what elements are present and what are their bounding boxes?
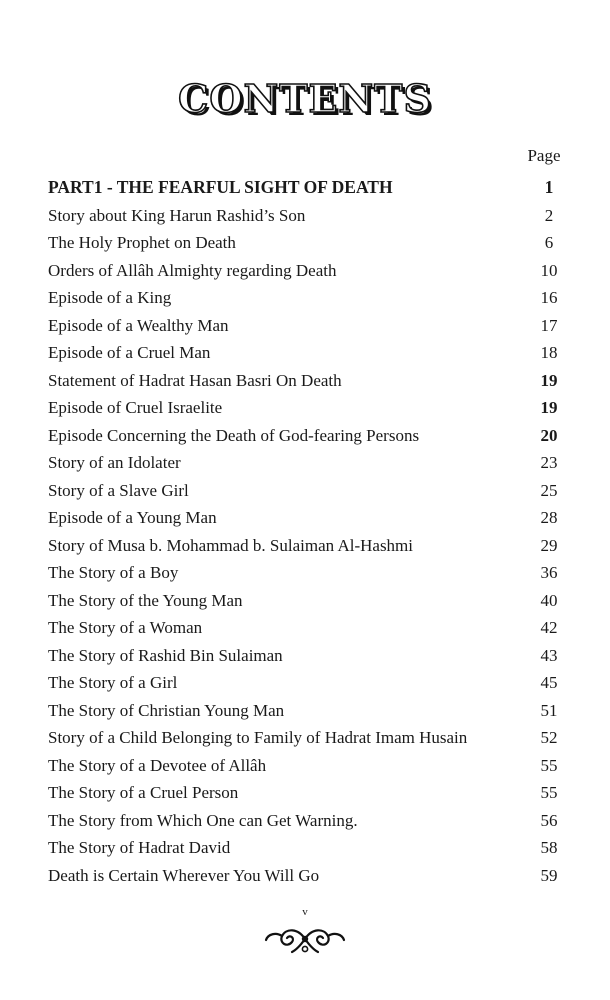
toc-entry[interactable]: [48, 367, 568, 395]
toc-entry[interactable]: [48, 669, 568, 697]
toc-entry-page: 25: [540, 480, 558, 500]
toc-entry-page: 55: [540, 755, 558, 775]
toc-entry[interactable]: [48, 339, 568, 367]
toc-entry-label: The Story of Hadrat David: [48, 838, 231, 857]
toc-entry[interactable]: [48, 614, 568, 642]
toc-entry-page: 1: [544, 177, 554, 197]
toc-entry-label: PART1 - THE FEARFUL SIGHT OF DEATH: [48, 177, 393, 197]
toc-entry-label: Episode of a Cruel Man: [48, 343, 211, 362]
toc-entry-page: 58: [540, 838, 558, 857]
toc-entry-page: 2: [544, 205, 554, 225]
toc-entry[interactable]: [48, 752, 568, 780]
toc-entry-label: Episode of a King: [48, 288, 172, 307]
toc-entry[interactable]: [48, 174, 568, 202]
toc-entry-page: 52: [540, 728, 558, 747]
toc-entry-page: 45: [540, 673, 558, 692]
toc-entry-label: Story of a Slave Girl: [48, 480, 189, 500]
toc-entry-label: Episode of a Wealthy Man: [48, 315, 229, 335]
title-block: [0, 76, 610, 121]
toc-entry-label: Death is Certain Wherever You Will Go: [48, 865, 320, 885]
toc-entry-page: 28: [540, 508, 558, 527]
page-title: CONTENTS: [178, 76, 432, 121]
toc-entry-page: 56: [540, 810, 558, 830]
toc-entry[interactable]: [48, 642, 568, 670]
toc-entry-page: 51: [540, 700, 558, 720]
toc-entry-page: 19: [540, 370, 558, 390]
toc-entry-page: 10: [540, 260, 558, 280]
toc-entry[interactable]: [48, 422, 568, 450]
toc-entry-page: 59: [540, 865, 558, 885]
toc-entry-label: The Story of a Boy: [48, 563, 179, 582]
toc-entry-label: The Story of Christian Young Man: [48, 700, 285, 720]
toc-entry-page: 36: [540, 563, 558, 582]
toc-entry-label: The Story of Rashid Bin Sulaiman: [48, 645, 283, 665]
toc-entry-label: The Holy Prophet on Death: [48, 233, 236, 252]
toc-entry[interactable]: [48, 229, 568, 257]
toc-entry[interactable]: [48, 807, 568, 835]
contents-list: [48, 174, 568, 889]
toc-entry-label: Story of Musa b. Mohammad b. Sulaiman Al-Hashmi: [48, 535, 414, 555]
toc-entry-page: 17: [540, 315, 558, 335]
toc-entry-label: Statement of Hadrat Hasan Basri On Death: [48, 370, 342, 390]
toc-entry-page: 23: [540, 453, 558, 472]
toc-entry[interactable]: [48, 202, 568, 230]
toc-entry[interactable]: [48, 559, 568, 587]
floral-ornament-icon: [262, 922, 348, 956]
toc-entry-label: Story about King Harun Rashid’s Son: [48, 205, 306, 225]
toc-entry-label: The Story of a Cruel Person: [48, 783, 239, 802]
toc-entry[interactable]: [48, 477, 568, 505]
toc-entry-page: 55: [540, 783, 558, 802]
toc-entry[interactable]: [48, 504, 568, 532]
toc-entry-page: 19: [540, 398, 558, 417]
toc-entry-label: The Story of a Girl: [48, 673, 178, 692]
toc-entry-label: Episode of Cruel Israelite: [48, 398, 223, 417]
toc-entry-page: 6: [544, 233, 554, 252]
toc-entry-page: 43: [540, 645, 558, 665]
toc-entry-page: 20: [540, 425, 558, 445]
toc-entry-page: 16: [540, 288, 558, 307]
toc-entry-label: The Story of a Devotee of Allâh: [48, 755, 267, 775]
toc-entry-label: Story of a Child Belonging to Family of Hadrat Imam Husain: [48, 728, 468, 747]
page-folio: v: [302, 906, 308, 918]
toc-entry[interactable]: [48, 587, 568, 615]
toc-entry[interactable]: [48, 257, 568, 285]
toc-entry-label: The Story of the Young Man: [48, 590, 243, 610]
toc-entry-page: 29: [540, 535, 558, 555]
toc-entry[interactable]: [48, 312, 568, 340]
toc-entry-label: The Story from Which One can Get Warning.: [48, 810, 358, 830]
toc-entry[interactable]: [48, 449, 568, 477]
toc-entry[interactable]: [48, 394, 568, 422]
toc-entry-page: 18: [540, 343, 558, 362]
toc-entry-page: 42: [540, 618, 558, 637]
toc-entry[interactable]: [48, 724, 568, 752]
toc-entry-label: Orders of Allâh Almighty regarding Death: [48, 260, 337, 280]
toc-entry-label: The Story of a Woman: [48, 618, 203, 637]
toc-entry[interactable]: [48, 532, 568, 560]
toc-entry-page: 40: [540, 590, 558, 610]
toc-entry[interactable]: [48, 697, 568, 725]
toc-entry-label: Episode Concerning the Death of God-fearing Persons: [48, 425, 420, 445]
toc-entry-label: Episode of a Young Man: [48, 508, 217, 527]
toc-entry[interactable]: [48, 834, 568, 862]
page-column-label: Page: [527, 146, 561, 165]
toc-entry[interactable]: [48, 284, 568, 312]
toc-entry-label: Story of an Idolater: [48, 453, 181, 472]
toc-entry[interactable]: [48, 862, 568, 890]
toc-entry[interactable]: [48, 779, 568, 807]
